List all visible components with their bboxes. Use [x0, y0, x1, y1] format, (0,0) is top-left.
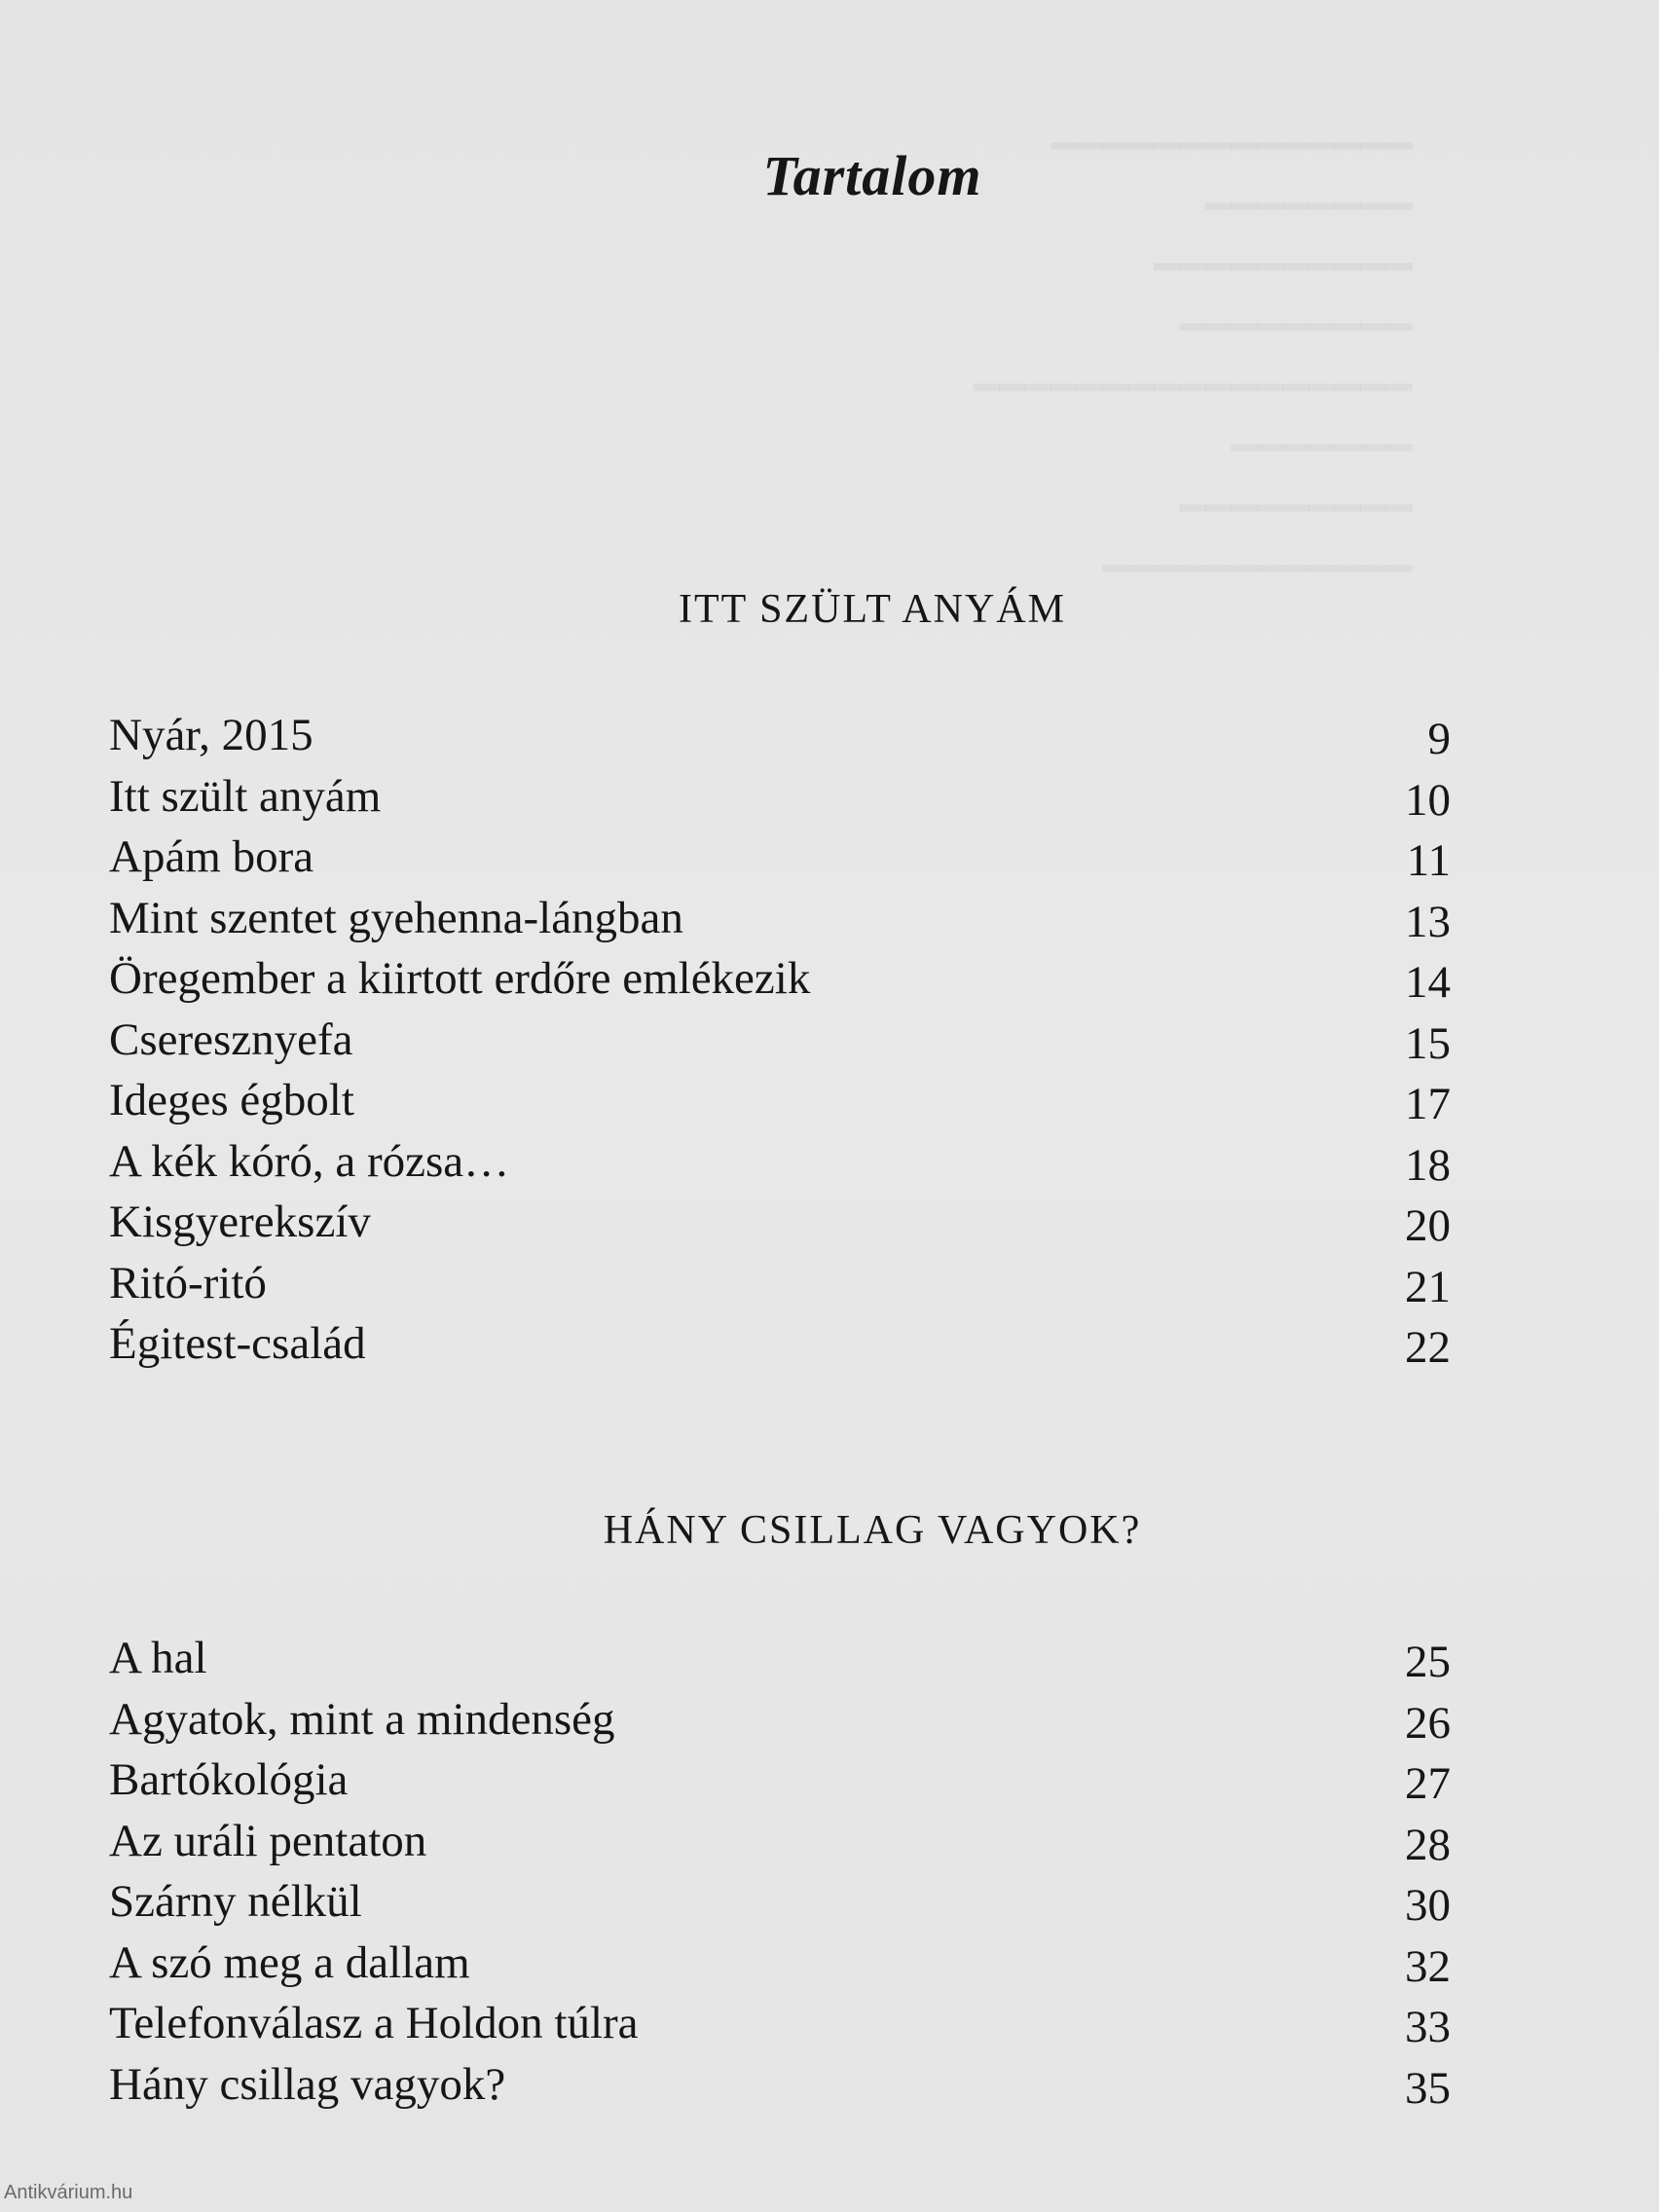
toc-entry [109, 1253, 1451, 1314]
toc-entry [109, 1313, 1451, 1375]
toc-entry [109, 888, 1451, 949]
toc-entry-title: Bartókológia [109, 1754, 349, 1805]
toc-entry-title: Hány csillag vagyok? [109, 2058, 506, 2110]
toc-entry-title: Ideges égbolt [109, 1075, 354, 1125]
section-heading: HÁNY CSILLAG VAGYOK? [603, 1508, 1142, 1553]
toc-entry-page: 13 [1405, 896, 1451, 947]
toc-entry-title: Égitest-család [109, 1318, 366, 1369]
toc-entry-title: A kék kóró, a rózsa… [109, 1135, 510, 1187]
toc-entry-page: 22 [1405, 1322, 1451, 1373]
toc-entry-title: Mint szentet gyehenna-lángban [109, 892, 683, 943]
toc-entry-page: 35 [1405, 2062, 1451, 2114]
toc-entry-title: Ritó-ritó [109, 1257, 267, 1309]
toc-entry-title: Itt szült anyám [109, 770, 382, 822]
toc-entry [109, 1750, 1451, 1811]
watermark: Antikvárium.hu [4, 2182, 133, 2203]
toc-entry-page: 18 [1405, 1139, 1451, 1191]
toc-entry-page: 11 [1406, 835, 1451, 886]
toc-entry-page: 10 [1405, 774, 1451, 826]
toc-entry [109, 948, 1451, 1010]
toc-entry-page: 17 [1405, 1079, 1451, 1129]
toc-entry-title: A hal [109, 1633, 207, 1683]
toc-entry-page: 25 [1405, 1637, 1451, 1687]
toc-entry [109, 1933, 1451, 1994]
toc-list [109, 1628, 1451, 2115]
page-title: Tartalom [762, 143, 982, 207]
toc-list [109, 705, 1451, 1375]
toc-entry-page: 30 [1405, 1880, 1451, 1931]
toc-entry-page: 33 [1405, 2002, 1451, 2052]
toc-entry-title: Apám bora [109, 831, 314, 882]
toc-entry [109, 1192, 1451, 1253]
toc-entry [109, 827, 1451, 888]
toc-entry-page: 27 [1405, 1758, 1451, 1809]
toc-entry-page: 9 [1427, 714, 1451, 764]
toc-entry [109, 1628, 1451, 1689]
toc-entry-page: 21 [1405, 1261, 1451, 1312]
section-heading: ITT SZÜLT ANYÁM [679, 587, 1066, 632]
toc-entry-title: Agyatok, mint a mindenség [109, 1693, 615, 1745]
toc-entry [109, 2054, 1451, 2116]
toc-entry-title: Szárny nélkül [109, 1876, 362, 1927]
toc-entry-page: 20 [1405, 1200, 1451, 1251]
toc-entry [109, 1993, 1451, 2054]
toc-entry [109, 1131, 1451, 1193]
toc-entry-title: Az uráli pentaton [109, 1815, 427, 1866]
toc-entry-title: Kisgyerekszív [109, 1197, 371, 1247]
toc-entry [109, 1871, 1451, 1933]
toc-entry-title: A szó meg a dallam [109, 1936, 470, 1988]
toc-entry-title: Telefonválasz a Holdon túlra [109, 1998, 639, 2048]
toc-entry [109, 705, 1451, 766]
toc-entry-page: 28 [1405, 1819, 1451, 1870]
toc-entry [109, 766, 1451, 828]
toc-entry-title: Öregember a kiirtott erdőre emlékezik [109, 953, 811, 1004]
toc-entry [109, 1811, 1451, 1872]
toc-entry [109, 1070, 1451, 1131]
toc-entry [109, 1689, 1451, 1751]
toc-entry [109, 1010, 1451, 1071]
toc-entry-page: 14 [1405, 957, 1451, 1008]
toc-entry-title: Cseresznyefa [109, 1014, 353, 1065]
toc-entry-title: Nyár, 2015 [109, 710, 313, 760]
toc-entry-page: 15 [1405, 1017, 1451, 1069]
toc-entry-page: 26 [1405, 1697, 1451, 1749]
toc-entry-page: 32 [1405, 1940, 1451, 1992]
